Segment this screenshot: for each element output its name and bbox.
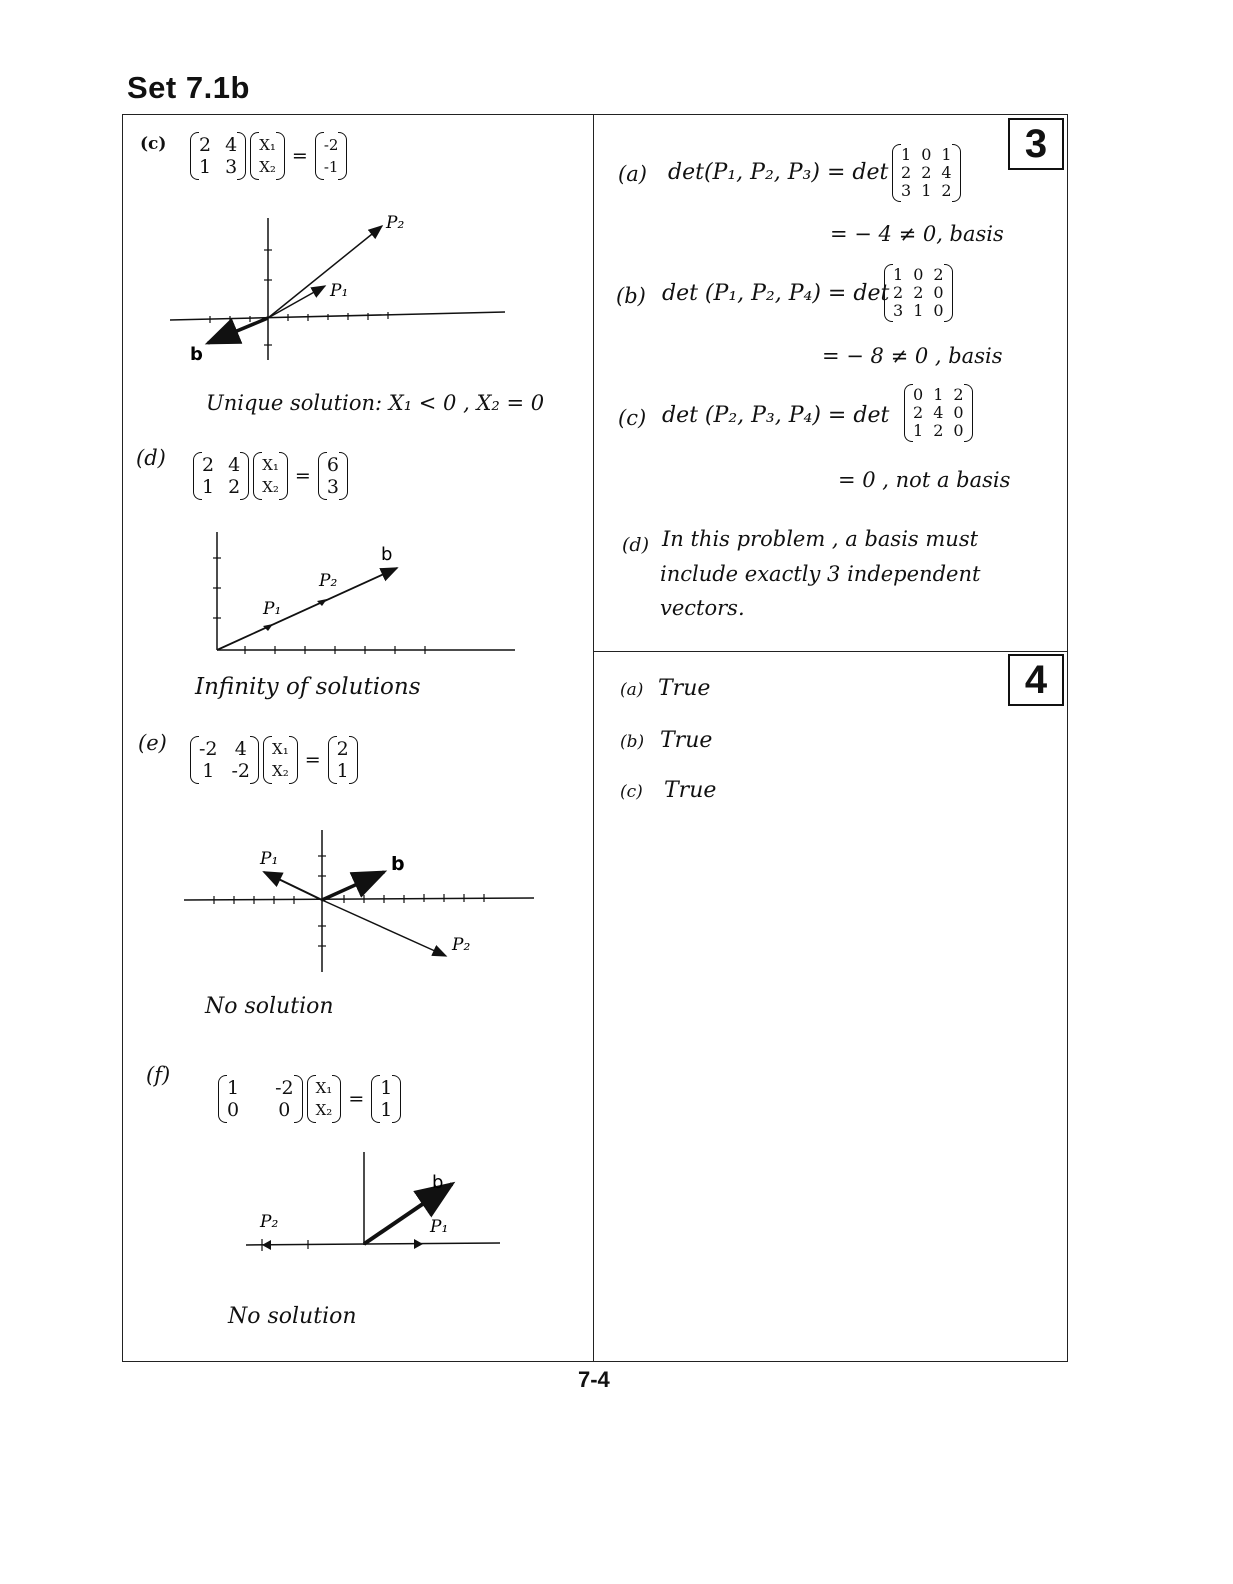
system-e: -2 4 1 -2 X₁ X₂ = 2 1 <box>190 736 358 784</box>
vector-b: 2 1 <box>328 736 358 784</box>
p4-b-text: True <box>660 728 713 753</box>
problem-number-4: 4 <box>1008 654 1064 706</box>
p3-d-line-2: include exactly 3 independent <box>660 562 981 586</box>
label-p2: P₂ <box>319 571 338 591</box>
system-d: 2 4 1 2 X₁ X₂ = 6 3 <box>193 452 348 500</box>
label-b: b <box>190 344 203 365</box>
vector-plot-e <box>184 826 539 976</box>
page-title: Set 7.1b <box>127 70 250 105</box>
p3-a-result: = − 4 ≠ 0, basis <box>830 222 1004 246</box>
p3-d-label: (d) <box>622 534 649 556</box>
p3-b-matrix: 1 0 2 2 2 0 3 1 0 <box>884 264 953 322</box>
row-divider <box>593 651 1068 652</box>
conclusion-e: No solution <box>205 994 334 1019</box>
part-d-label: (d) <box>136 446 166 470</box>
label-b: b <box>391 853 405 875</box>
label-p1: P₁ <box>263 599 282 619</box>
vector-x: X₁ X₂ <box>250 132 285 180</box>
vector-x: X₁ X₂ <box>263 736 298 784</box>
label-b: b <box>381 544 393 565</box>
label-b: b <box>432 1172 444 1193</box>
conclusion-d: Infinity of solutions <box>195 674 421 700</box>
part-c-label: (c) <box>140 134 167 154</box>
p3-c-label: (c) <box>618 406 647 430</box>
p4-a-text: True <box>658 676 711 701</box>
part-f-label: (f) <box>146 1063 171 1087</box>
p3-b-label: (b) <box>616 284 646 308</box>
p4-c-text: True <box>664 778 717 803</box>
p3-a-matrix: 1 0 1 2 2 4 3 1 2 <box>892 144 961 202</box>
p3-a-lhs: det(P₁, P₂, P₃) = det <box>668 160 889 185</box>
matrix-a: 2 4 1 2 <box>193 452 249 500</box>
label-p1: P₁ <box>430 1217 449 1237</box>
label-p1: P₁ <box>260 849 279 869</box>
vector-plot-f <box>240 1148 510 1258</box>
label-p1: P₁ <box>330 281 349 301</box>
p3-c-lhs: det (P₂, P₃, P₄) = det <box>662 403 890 428</box>
conclusion-f: No solution <box>228 1304 357 1329</box>
vector-b: 6 3 <box>318 452 348 500</box>
vector-plot-d <box>205 528 525 658</box>
label-p2: P₂ <box>452 935 471 955</box>
p4-a-label: (a) <box>620 680 644 700</box>
matrix-a: 1 -2 0 0 <box>218 1075 303 1123</box>
p3-a-label: (a) <box>618 162 647 186</box>
p3-b-lhs: det (P₁, P₂, P₄) = det <box>662 281 890 306</box>
system-c: 2 4 1 3 X₁ X₂ = -2 -1 <box>190 132 347 180</box>
part-e-label: (e) <box>138 731 167 755</box>
p3-d-line-1: In this problem , a basis must <box>662 527 979 551</box>
column-divider <box>593 114 594 1362</box>
page-number: 7-4 <box>578 1367 610 1392</box>
p3-b-result: = − 8 ≠ 0 , basis <box>822 344 1003 368</box>
system-f: 1 -2 0 0 X₁ X₂ = 1 1 <box>218 1075 401 1123</box>
label-p2: P₂ <box>260 1212 279 1232</box>
conclusion-c: Unique solution: X₁ < 0 , X₂ = 0 <box>206 391 545 415</box>
vector-x: X₁ X₂ <box>253 452 288 500</box>
p3-c-matrix: 0 1 2 2 4 0 1 2 0 <box>904 384 973 442</box>
p4-b-label: (b) <box>620 732 645 752</box>
problem-number-3: 3 <box>1008 118 1064 170</box>
matrix-a: 2 4 1 3 <box>190 132 246 180</box>
p3-d-line-3: vectors. <box>660 596 745 620</box>
vector-b: 1 1 <box>371 1075 401 1123</box>
vector-plot-c <box>170 210 510 370</box>
matrix-a: -2 4 1 -2 <box>190 736 259 784</box>
p3-c-result: = 0 , not a basis <box>838 468 1011 492</box>
vector-x: X₁ X₂ <box>307 1075 342 1123</box>
label-p2: P₂ <box>386 213 405 233</box>
p4-c-label: (c) <box>620 782 643 802</box>
vector-b: -2 -1 <box>315 132 348 180</box>
